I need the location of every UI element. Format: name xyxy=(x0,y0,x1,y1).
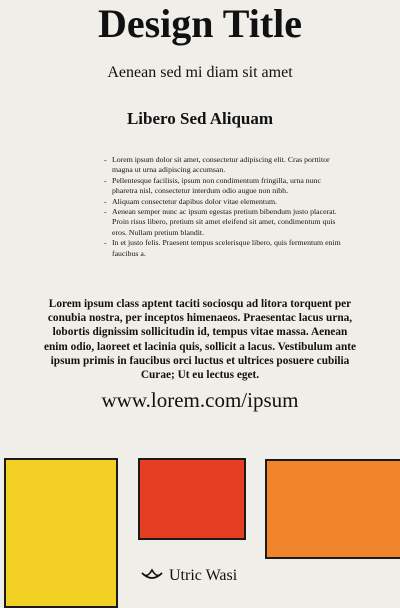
wave-logo-icon xyxy=(140,566,164,586)
bullet-marker: - xyxy=(104,175,107,185)
bullet-text: Aenean semper nunc ac ipsum egestas pretium bibendum justo placerat. Proin risus libero, pretium sit amet eleifend sit amet, condimentum quis eros. Nullam pretium blandit. xyxy=(112,207,337,237)
bullet-item xyxy=(104,155,344,176)
bullet-marker: - xyxy=(104,196,107,206)
bullet-text: Aliquam consectetur dapibus dolor vitae elementum. xyxy=(112,196,277,206)
subtitle: Aenean sed mi diam sit amet xyxy=(107,64,293,81)
website-link[interactable]: www.lorem.com/ipsum xyxy=(101,388,299,412)
yellow-color-block xyxy=(4,458,118,608)
body-paragraph: Lorem ipsum class aptent taciti sociosqu ad litora torquent per conubia nostra, per inceptos himenaeos. Praesentac lacus urna, lobortis dignissim sollicitudin id, tempus vitae massa. Aenean enim odio, laoreet et lacinia quis, sollicit a lacus. Vestibulum ante ipsum primis in faucibus orci luctus et ultrices posuere cubilia Curae; Ut eu lectus eget. xyxy=(43,298,357,382)
bullet-item xyxy=(104,207,344,238)
bullet-marker: - xyxy=(104,207,107,217)
red-color-block xyxy=(138,458,246,540)
bullet-item xyxy=(104,197,344,207)
page-title: Design Title xyxy=(97,1,303,46)
brand-name: Utric Wasi xyxy=(169,567,238,584)
bullet-list xyxy=(104,155,344,259)
bullet-item xyxy=(104,238,344,259)
brand xyxy=(140,564,237,588)
bullet-marker: - xyxy=(104,238,107,248)
bullet-text: Pellentesque facilisis, ipsum non condimentum fringilla, urna nunc pharetra nisl, consectetur interdum odio augue non nibh. xyxy=(112,175,321,196)
orange-color-block xyxy=(265,459,400,559)
bullet-item xyxy=(104,176,344,197)
bullet-text: Lorem ipsum dolor sit amet, consectetur adipiscing elit. Cras porttitor magna ut urna adipiscing accumsan. xyxy=(112,155,330,175)
bullet-text: In et justo felis. Praesent tempus scelerisque libero, quis fermentum enim faucibus a. xyxy=(112,238,341,258)
bullet-marker: - xyxy=(104,155,107,164)
section-heading: Libero Sed Aliquam xyxy=(126,109,274,128)
